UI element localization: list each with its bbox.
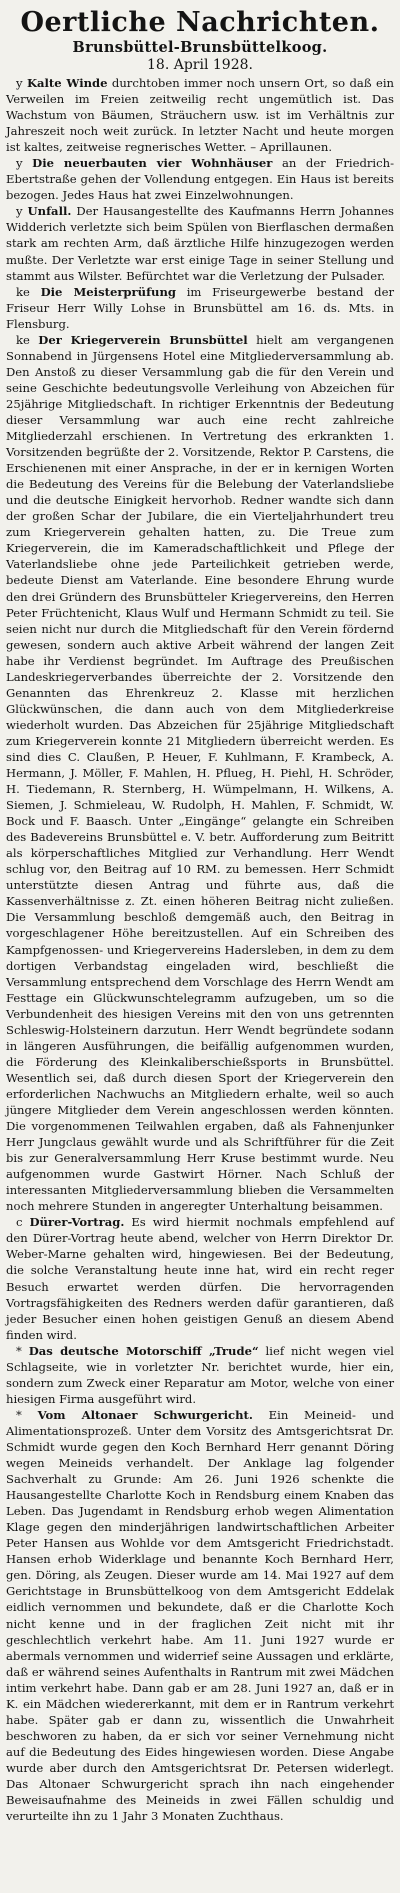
article-heading: Unfall. (27, 204, 72, 219)
article-mark: * (16, 1343, 22, 1358)
article-body: Ein Meineid- und Alimentationsprozeß. Unter dem Vorsitz des Amtsgerichtsrat Dr. Schmidt wurde gegen den Koch Bernhard Herr genannt Döring wegen Meineids verhandelt. Der Anklage lag folgender Sachverhalt zu Grunde: Am 26. Juni 1926 schenkte die Hausangestellte Charlotte Koch in Rendsburg einem Knaben das Leben. Das Jugendamt in Rendsburg erhob wegen Alimentation Klage gegen den minderjährigen landwirtschaftlichen Arbeiter Peter Hansen aus Wohlde vor dem Amtsgericht Friedrichstadt. Hansen erhob Widerklage und benannte Koch Bernhard Herr, gen. Döring, als Zeugen. Dieser wurde am 14. Mai 1927 auf dem Gerichtstage in Brunsbüttelkoog von dem Amtsgericht Eddelak eidlich vernommen und bekundete, daß er die Charlotte Koch nicht kenne und in der fraglichen Zeit nicht mit ihr geschlechtlich verkehrt habe. Am 11. Juni 1927 wurde er abermals vernommen und widerrief seine Aussagen und erklärte, daß er während seines Aufenthalts in Rantrum mit zwei Mädchen intim verkehrt habe. Dann gab er am 28. Juni 1927 an, daß er in K. ein Mädchen wiedererkannt, mit dem er in Rantrum verkehrt habe. Später gab er dann zu, wissentlich die Unwahrheit beschworen zu haben, da er sich vor seiner Vernehmung nicht auf die Bedeutung des Eides hingewiesen worden. Diese Angabe wurde aber durch den Amtsgerichtsrat Dr. Petersen widerlegt. Das Altonaer Schwurgericht sprach ihn nach eingehender Beweisaufnahme des Meineids in zwei Fällen schuldig und verurteilte ihn zu 1 Jahr 3 Monaten Zuchthaus. (6, 1407, 394, 1824)
article-mark: y (16, 76, 23, 90)
article-meisterpruefung (6, 284, 394, 332)
article-mark: ke (16, 332, 30, 347)
article-body: Der Hausangestellte des Kaufmanns Herrn Johannes Widderich verletzte sich beim Spülen von Bierflaschen dermaßen stark am rechten Arm, daß ärztliche Hilfe hinzugezogen werden mußte. Der Verletzte war erst einige Tage in seiner Stellung und stammt aus Wilster. Befürchtet war die Verletzung der Pulsader. (6, 204, 395, 283)
article-body: Es wird hiermit nochmals empfehlend auf den Dürer-Vortrag heute abend, welcher von Herrn Direktor Dr. Weber-Marne gehalten wird, hingewiesen. Bei der Bedeutung, die solche Veranstaltung heute inne hat, wird ein recht reger Besuch erwartet werden dürfen. Die hervorragenden Vortragsfähigkeiten des Redners werden dafür garantieren, daß jeder Besucher einen hohen geistigen Genuß an diesem Abend finden wird. (6, 1215, 395, 1342)
article-heading: Der Kriegerverein Brunsbüttel (38, 332, 248, 347)
article-heading: Die neuerbauten vier Wohnhäuser (32, 156, 273, 171)
article-schwurgericht (6, 1407, 394, 1824)
article-heading: Dürer-Vortrag. (29, 1215, 125, 1230)
article-heading: Vom Altonaer Schwurgericht. (37, 1407, 253, 1422)
dateline: 18. April 1928. (147, 57, 253, 73)
article-mark: ke (16, 284, 30, 299)
article-body: durchtoben immer noch unsern Ort, so daß ein Verweilen im Freien zeitweilig recht ungemütlich ist. Das Wachstum von Bäumen, Sträuchern usw. ist im Verhältnis zur Jahreszeit noch weit zurück. In letzter Nacht und heute morgen ist kaltes, zeitweise regnerisches Wetter. – Aprillaunen. (6, 76, 394, 155)
article-mark: y (16, 204, 23, 219)
article-body: lief nicht wegen viel Schlagseite, wie in vorletzter Nr. berichtet wurde, hier ein, sondern zum Zweck einer Reparatur am Motor, welche von einer hiesigen Firma ausgeführt wird. (6, 1343, 395, 1406)
masthead: Oertliche Nachrichten. (20, 7, 380, 38)
article-mark: * (16, 1407, 22, 1422)
article-heading: Das deutsche Motorschiff „Trude“ (28, 1343, 259, 1358)
article-body: im Friseurgewerbe bestand der Friseur Herr Willy Lohse in Brunsbüttel am 16. ds. Mts. in Flensburg. (6, 284, 394, 331)
article-duerer-vortrag (6, 1214, 394, 1342)
article-mark: c (16, 1215, 23, 1230)
article-body: an der Friedrich-Ebertstraße gehen der Vollendung entgegen. Ein Haus ist bereits bezogen. Jedes Haus hat zwei Einzelwohnungen. (6, 156, 394, 203)
article-heading: Kalte Winde (26, 76, 108, 90)
article-kalte-winde (6, 75, 394, 155)
article-kriegerverein (6, 332, 394, 1215)
article-body: hielt am vergangenen Sonnabend in Jürgensens Hotel eine Mitgliederversammlung ab. Den Anstoß zu dieser Versammlung gab die für den Verein und seine Geschichte bedeutungsvolle Verleihung von Abzeichen für 25jährige Mitgliedschaft. In richtiger Erkenntnis der Bedeutung dieser Versammlung war auch eine recht zahlreiche Mitgliederzahl erschienen. In Vertretung des erkrankten 1. Vorsitzenden begrüßte der 2. Vorsitzende, Rektor P. Carstens, die Erschienenen mit einer Ansprache, in der er in kernigen Worten die Bedeutung des Vereins für die Belebung der Vaterlandsliebe und die deutsche Einigkeit hervorhob. Redner wandte sich dann der großen Schar der Jubilare, die ein Vierteljahrhundert treu zum Kriegerverein gehalten hatten, zu. Die Treue zum Kriegerverein, die im Kameradschaftlichkeit und Pflege der Vaterlandsliebe ohne jede Parteilichkeit getrieben werde, bedeute Dienst am Vaterlande. Eine besondere Ehrung wurde den drei Gründern des Brunsbütteler Kriegervereins, den Herren Peter Früchtenicht, Klaus Wulf und Hermann Schmidt zu teil. Sie seien nicht nur durch die Mitgliedschaft für den Verein fördernd gewesen, sondern auch aktive Arbeit während der langen Zeit habe ihr Verdienst begründet. Im Auftrage des Preußischen Landeskriegerverbandes überreichte der 2. Vorsitzende den Genannten das Ehrenkreuz 2. Klasse mit herzlichen Glückwünschen, die dann auch von dem Mitgliederkreise wiederholt wurden. Das Abzeichen für 25jährige Mitgliedschaft zum Kriegerverein konnte 21 Mitgliedern überreicht werden. Es sind dies C. Claußen, P. Heuer, F. Kuhlmann, F. Krambeck, A. Hermann, J. Möller, F. Mahlen, H. Pflueg, H. Piehl, H. Schröder, H. Tiedemann, R. Sternberg, H. Wümpelmann, H. Wilkens, A. Siemen, J. Schmieleau, W. Rudolph, H. Mahlen, F. Schmidt, W. Bock und F. Baasch. Unter „Eingänge“ gelangte ein Schreiben des Badevereins Brunsbüttel e. V. betr. Aufforderung zum Beitritt als körperschaftliches Mitglied zur Verhandlung. Herr Wendt schlug vor, den Beitrag auf 10 RM. zu bemessen. Herr Schmidt unterstützte diesen Antrag und führte aus, daß die Kassenverhältnisse z. Zt. einen höheren Beitrag nicht zuließen. Die Versammlung beschloß demgemäß auch, den Beitrag in vorgeschlagener Höhe bereitzustellen. Auf ein Schreiben des Kampfgenossen- und Kriegervereins Hadersleben, in dem zu dem dortigen Verbandstag eingeladen wird, beschließt die Versammlung entsprechend dem Vorschlage des Herrn Wendt am Festtage ein Glückwunschtelegramm aufzugeben, um so die Verbundenheit des hiesigen Vereins mit den von uns getrennten Schleswig-Holsteinern darzutun. Herr Wendt begründete sodann in längeren Ausführungen, die beifällig aufgenommen wurden, die Förderung des Kleinkaliberschießsports in Brunsbüttel. Wesentlich sei, daß durch diesen Sport der Kriegerverein den erforderlichen Nachwuchs an Mitgliedern erhalte, weil so auch jüngere Mitglieder dem Verein angeschlossen werden könnten. Die vorgenommenen Teilwahlen ergaben, daß als Fahnenjunker Herr Jungclaus gewählt wurde und als Schriftführer für die Zeit bis zur Generalversammlung Herr Kruse bestimmt wurde. Neu aufgenommen wurde Gastwirt Hörner. Nach Schluß der interessanten Mitgliederversammlung blieben die Versammelten noch mehrere Stunden in angeregter Unterhaltung beisammen. (6, 332, 395, 1214)
article-mark: y (16, 156, 23, 171)
subhead: Brunsbüttel-Brunsbüttelkoog. (72, 39, 328, 56)
article-heading: Die Meisterprüfung (40, 284, 177, 299)
article-unfall (6, 203, 394, 283)
article-motorschiff-trude (6, 1343, 394, 1407)
article-wohnhaeuser (6, 155, 394, 203)
